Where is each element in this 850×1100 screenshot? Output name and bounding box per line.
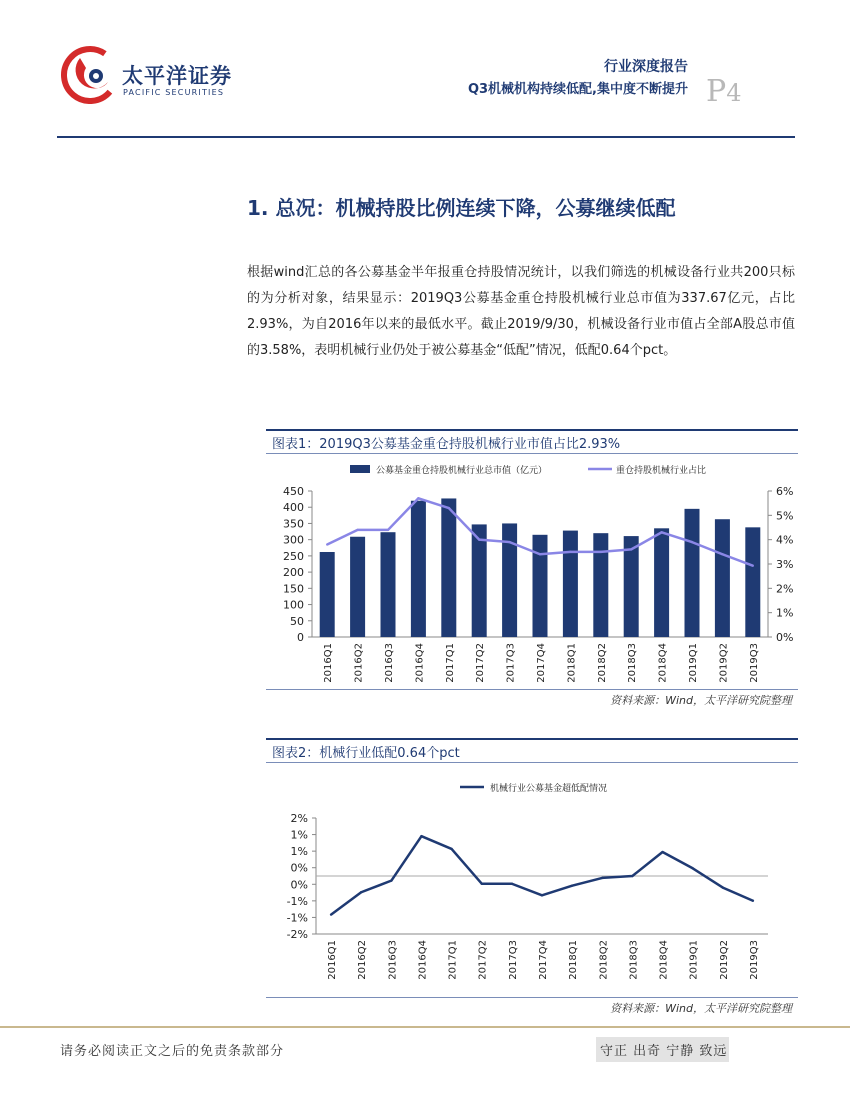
- y-right-tick-label: 4%: [776, 533, 794, 547]
- x-tick-label: 2017Q4: [536, 643, 547, 683]
- bar: [563, 531, 578, 637]
- bar: [593, 533, 608, 637]
- bar: [350, 537, 365, 637]
- line-point: [631, 875, 633, 877]
- page-digit: 4: [726, 79, 742, 107]
- x-tick-label: 2019Q1: [688, 643, 699, 683]
- y-left-tick-label: 400: [283, 501, 304, 515]
- y-tick-label: 2%: [290, 812, 308, 825]
- x-tick-label: 2017Q3: [505, 643, 517, 683]
- line-point: [752, 565, 754, 567]
- line-point: [390, 879, 392, 881]
- line-point: [571, 884, 573, 886]
- footer-motto: 守正 出奇 宁静 致远: [596, 1037, 729, 1062]
- x-tick-label: 2017Q3: [507, 940, 519, 980]
- legend-label-line: 重仓持股机械行业占比: [616, 466, 707, 476]
- line-point: [360, 891, 362, 893]
- line-point: [691, 867, 693, 869]
- y-right-tick-label: 3%: [776, 558, 794, 571]
- x-tick-label: 2016Q3: [387, 940, 399, 980]
- y-left-tick-label: 450: [283, 485, 304, 498]
- line-point: [661, 851, 663, 853]
- bar: [533, 535, 548, 637]
- y-tick-label: -1%: [286, 911, 308, 925]
- line-point: [660, 531, 662, 533]
- figure2-chart: [266, 764, 798, 994]
- legend-label-bars: 公募基金重仓持股机械行业总市值（亿元）: [376, 466, 548, 476]
- y-right-tick-label: 1%: [776, 606, 794, 620]
- x-tick-label: 2018Q3: [627, 643, 639, 683]
- figure1-title: 图表1：2019Q3公募基金重仓持股机械行业市值占比2.93%: [272, 437, 621, 452]
- line-point: [448, 507, 450, 509]
- x-tick-label: 2019Q2: [718, 940, 730, 980]
- y-tick-label: -1%: [286, 894, 308, 908]
- x-tick-label: 2017Q1: [444, 643, 456, 683]
- figure1-chart: [266, 455, 798, 687]
- line-point: [356, 529, 358, 531]
- x-tick-label: 2017Q2: [477, 940, 489, 980]
- x-tick-label: 2018Q3: [628, 940, 640, 980]
- y-left-tick-label: 50: [290, 614, 304, 628]
- report-type: 行业深度报告: [604, 59, 688, 75]
- brand-name-en: PACIFIC SECURITIES: [123, 88, 225, 97]
- line-point: [539, 553, 541, 555]
- line-point: [508, 541, 510, 543]
- x-tick-label: 2016Q1: [323, 643, 335, 683]
- x-tick-label: 2017Q4: [538, 940, 549, 980]
- line-point: [450, 848, 452, 850]
- legend-label-line: 机械行业公募基金超低配情况: [490, 784, 608, 794]
- y-right-tick-label: 5%: [776, 509, 794, 523]
- x-tick-label: 2018Q1: [566, 643, 578, 683]
- y-left-tick-label: 250: [283, 549, 304, 563]
- section-paragraph: 根据wind汇总的各公募基金半年报重仓持股情况统计，以我们筛选的机械设备行业共200只标的为分析对象，结果显示：2019Q3公募基金重仓持股机械行业总市值为337.67亿元，占比2.93%，为自2016年以来的最低水平。截止2019/9/30，机械设备行业市值占全部A股总市值的3.58%，表明机械行业仍处于被公募基金“低配”情况，低配0.64个pct。: [247, 265, 795, 358]
- x-tick-label: 2018Q4: [657, 643, 669, 683]
- x-tick-label: 2017Q2: [475, 643, 487, 683]
- pacific-securities-logo-icon: [60, 44, 120, 104]
- y-left-tick-label: 300: [283, 533, 304, 547]
- x-tick-label: 2018Q2: [598, 940, 610, 980]
- x-tick-label: 2016Q2: [353, 643, 365, 683]
- y-tick-label: 0%: [290, 878, 308, 892]
- line-point: [691, 541, 693, 543]
- y-right-tick-label: 2%: [776, 582, 794, 596]
- figure2-source: 资料来源：Wind，太平洋研究院整理: [610, 1002, 792, 1015]
- line-point: [630, 548, 632, 550]
- figure2-header: [266, 738, 798, 763]
- series-line: [331, 836, 753, 914]
- line-point: [721, 553, 723, 555]
- line-point: [326, 543, 328, 545]
- y-right-tick-label: 6%: [776, 485, 794, 498]
- x-tick-label: 2018Q1: [568, 940, 580, 980]
- figure1-bottom-rule: [266, 689, 798, 690]
- x-tick-label: 2018Q2: [596, 643, 608, 683]
- line-point: [420, 835, 422, 837]
- x-tick-label: 2016Q4: [414, 643, 426, 683]
- legend-swatch-bars: [350, 465, 370, 473]
- x-tick-label: 2016Q4: [417, 940, 429, 980]
- line-point: [478, 538, 480, 540]
- footer-disclaimer: 请务必阅读正文之后的免责条款部分: [60, 1044, 285, 1059]
- x-tick-label: 2018Q4: [658, 940, 670, 980]
- line-point: [541, 894, 543, 896]
- line-point: [600, 551, 602, 553]
- y-left-tick-label: 200: [283, 566, 304, 580]
- bar: [715, 519, 730, 637]
- bar: [654, 528, 669, 637]
- line-point: [387, 529, 389, 531]
- figure1-source: 资料来源：Wind，太平洋研究院整理: [610, 694, 792, 707]
- line-point: [722, 886, 724, 888]
- x-tick-label: 2019Q3: [748, 643, 760, 683]
- page-prefix: P: [706, 74, 727, 109]
- figure1-header: [266, 429, 798, 454]
- y-left-tick-label: 150: [283, 582, 304, 596]
- line-point: [569, 551, 571, 553]
- line-point: [511, 883, 513, 885]
- bar: [745, 527, 760, 637]
- report-title: Q3机械机构持续低配,集中度不断提升: [467, 82, 688, 97]
- x-tick-label: 2017Q1: [447, 940, 459, 980]
- line-point: [481, 883, 483, 885]
- figure2-title: 图表2：机械行业低配0.64个pct: [272, 746, 460, 761]
- y-tick-label: 0%: [290, 861, 308, 875]
- line-point: [752, 900, 754, 902]
- y-left-tick-label: 0: [297, 631, 304, 644]
- x-tick-label: 2016Q1: [327, 940, 339, 980]
- section-title: 1. 总况：机械持股比例连续下降，公募继续低配: [247, 196, 676, 220]
- header-divider: [57, 136, 795, 138]
- y-left-tick-label: 100: [283, 598, 304, 612]
- bar: [381, 532, 396, 637]
- bar: [685, 509, 700, 637]
- x-tick-label: 2016Q3: [384, 643, 395, 683]
- figure2-bottom-rule: [266, 997, 798, 998]
- footer-divider: [0, 1026, 850, 1028]
- x-tick-label: 2019Q1: [688, 940, 700, 980]
- y-left-tick-label: 350: [283, 517, 304, 531]
- bar: [624, 536, 639, 637]
- brand-name-cn: 太平洋证券: [122, 64, 232, 88]
- x-tick-label: 2016Q2: [357, 940, 369, 980]
- bar: [411, 501, 426, 637]
- x-tick-label: 2019Q2: [718, 643, 730, 683]
- line-point: [330, 913, 332, 915]
- line-point: [417, 497, 419, 499]
- bar: [441, 498, 456, 637]
- y-tick-label: -2%: [286, 928, 308, 941]
- x-tick-label: 2019Q3: [748, 940, 760, 980]
- y-tick-label: 1%: [290, 828, 308, 842]
- page-number: [706, 74, 741, 109]
- bar: [320, 552, 335, 637]
- line-point: [601, 877, 603, 879]
- y-right-tick-label: 0%: [776, 631, 794, 644]
- y-tick-label: 1%: [290, 845, 308, 859]
